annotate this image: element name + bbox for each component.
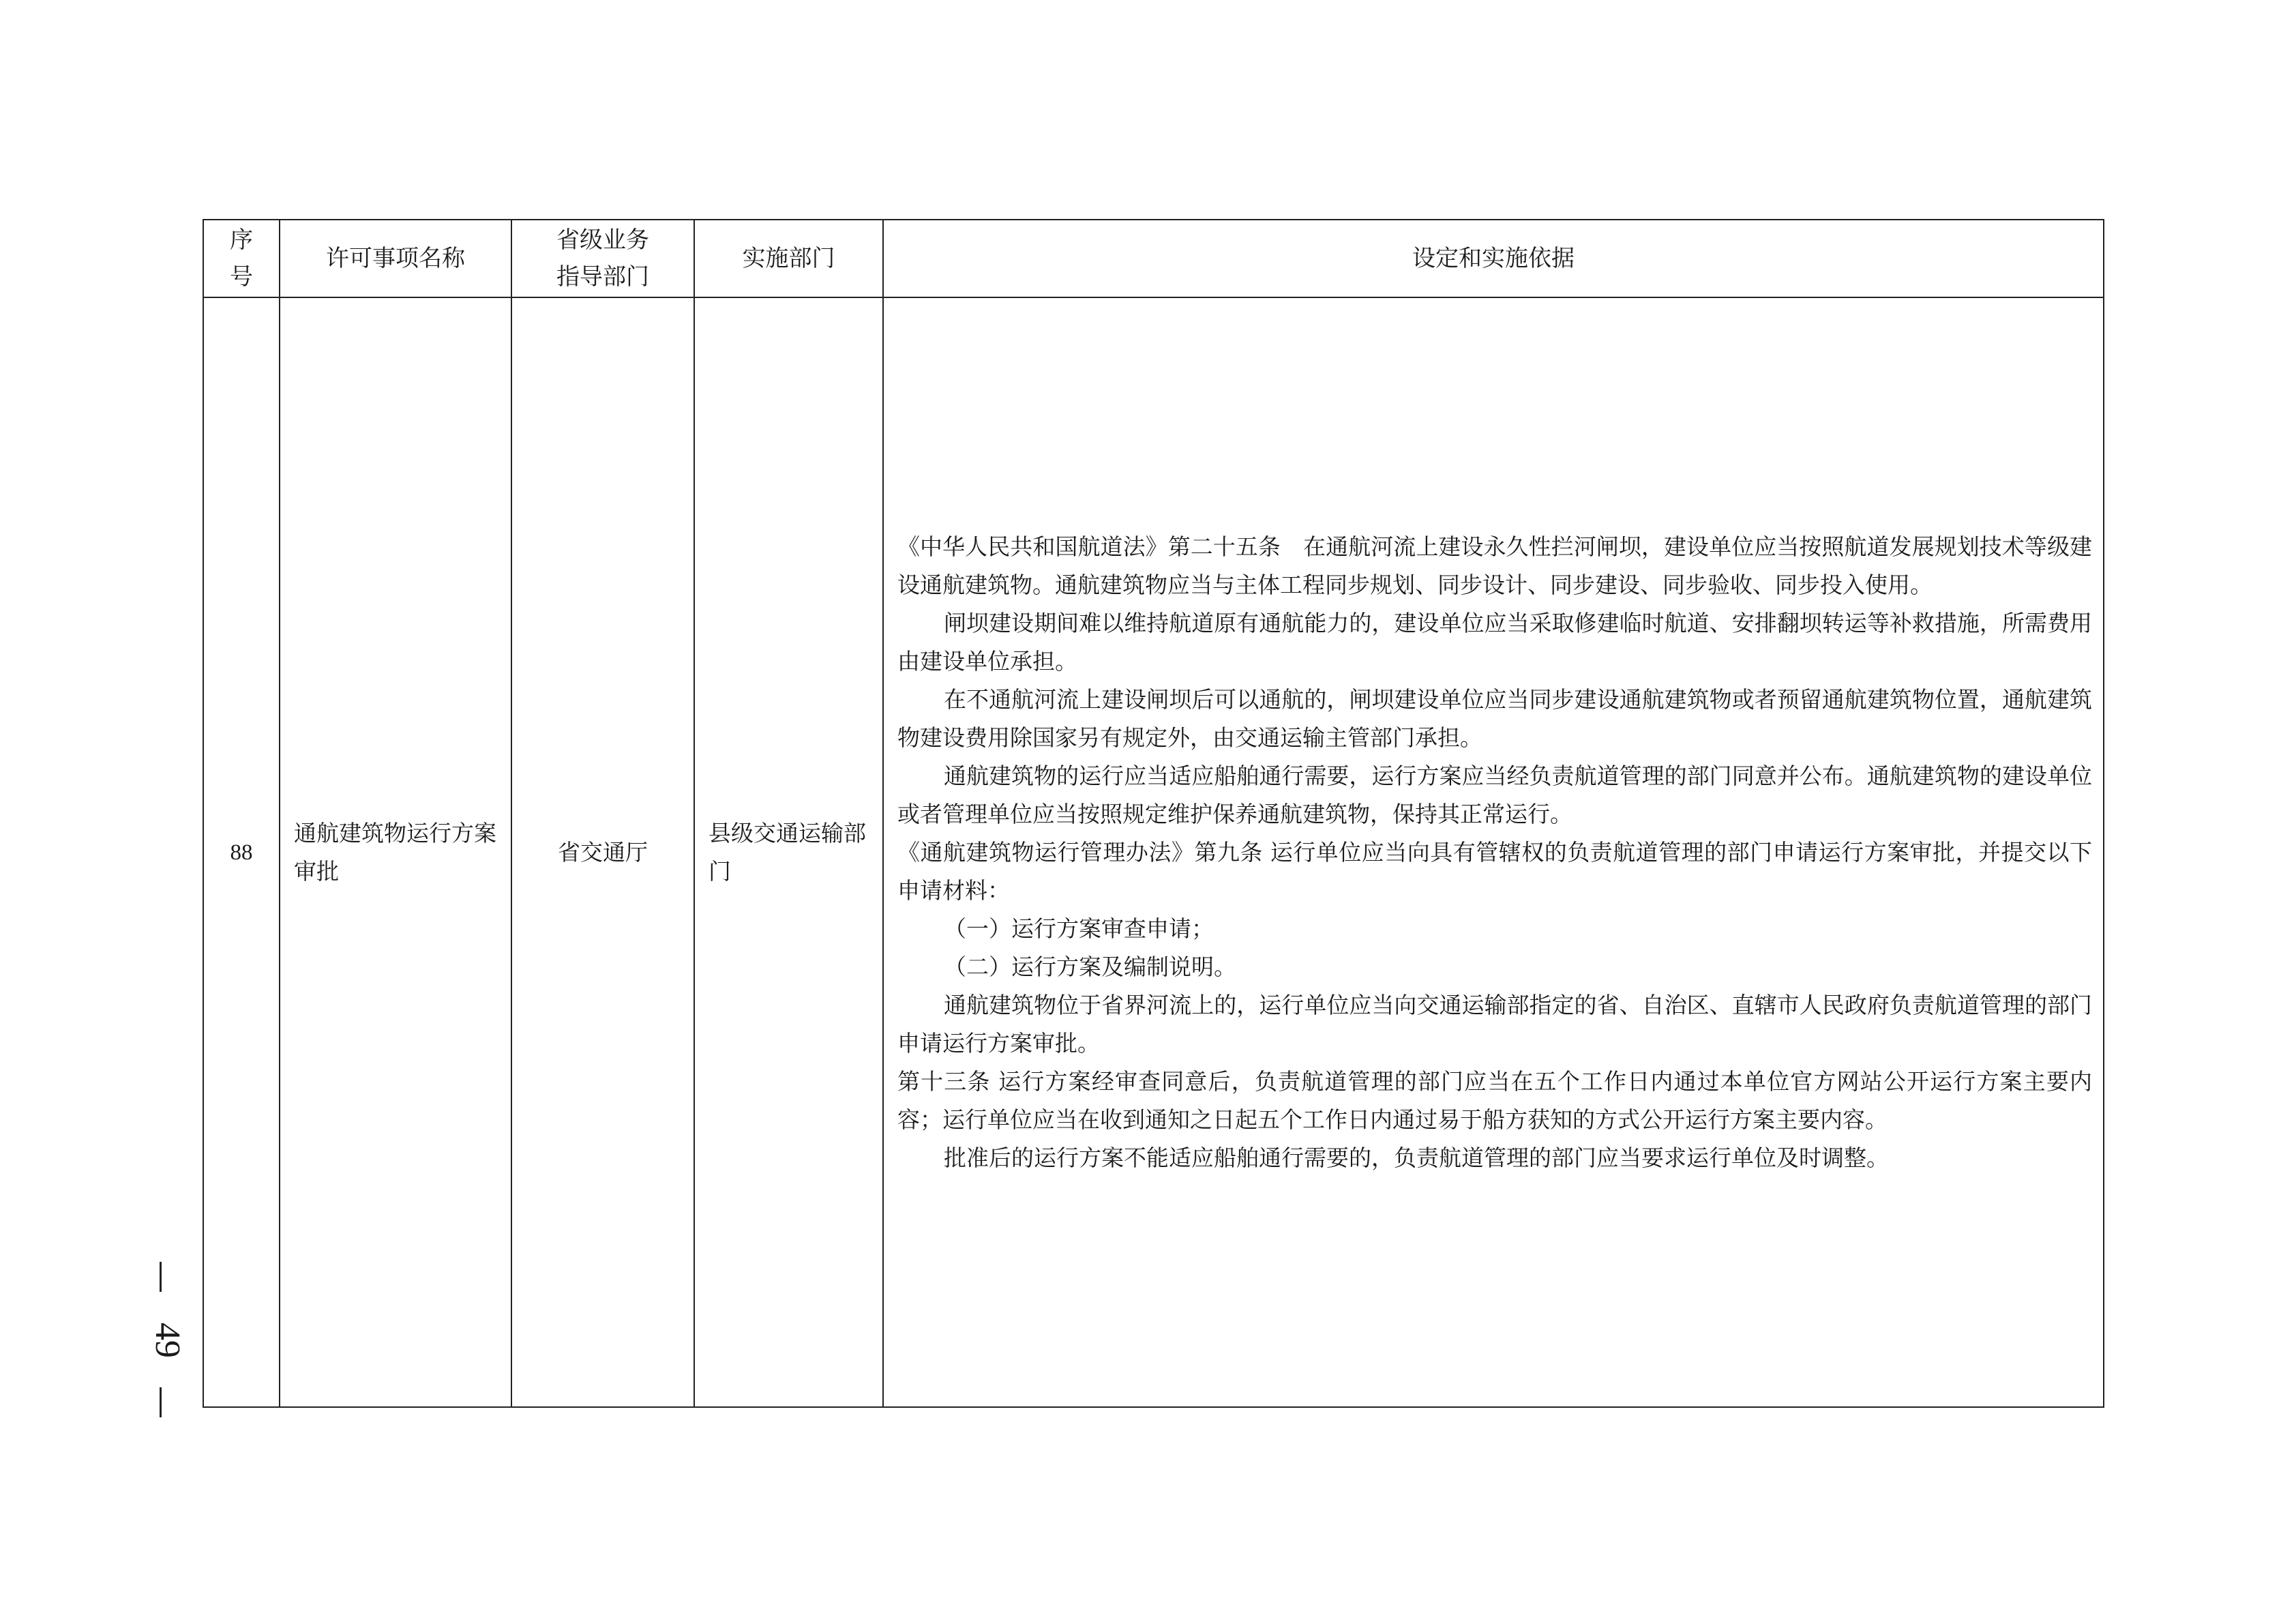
- basis-paragraph: 通航建筑物位于省界河流上的，运行单位应当向交通运输部指定的省、自治区、直辖市人民政府负责航道管理的部门申请运行方案审批。: [897, 991, 2092, 1057]
- basis-paragraph: 批准后的运行方案不能适应船舶通行需要的，负责航道管理的部门应当要求运行单位及时调整。: [944, 1144, 1889, 1171]
- header-name: 许可事项名称: [280, 220, 511, 297]
- basis-text: [897, 528, 2092, 1177]
- header-index-line2: 号: [230, 263, 253, 291]
- header-index-line1: 序: [230, 226, 253, 254]
- table-row: [203, 297, 2104, 1407]
- row-province-dept: 省交通厅: [511, 297, 694, 1407]
- header-province-line2: 指导部门: [556, 263, 649, 291]
- page-number-dash-top: [160, 1262, 162, 1292]
- page-number: [147, 1262, 188, 1419]
- header-dept: 实施部门: [694, 220, 883, 297]
- basis-paragraph: 第十三条 运行方案经审查同意后，负责航道管理的部门应当在五个工作日内通过本单位官方网站公开运行方案主要内容；运行单位应当在收到通知之日起五个工作日内通过易于船方获知的方式公开运行方案主要内容。: [897, 1067, 2092, 1133]
- page-number-dash-bottom: [160, 1387, 162, 1417]
- row-basis: [883, 297, 2104, 1407]
- basis-paragraph: 闸坝建设期间难以维持航道原有通航能力的，建设单位应当采取修建临时航道、安排翻坝转运等补救措施，所需费用由建设单位承担。: [897, 609, 2092, 675]
- table-header-row: [203, 220, 2104, 297]
- permit-table: [203, 219, 2104, 1408]
- row-implementing-dept: 县级交通运输部门: [694, 297, 883, 1407]
- basis-paragraph: （一）运行方案审查申请；: [944, 915, 1214, 942]
- basis-paragraph: 《中华人民共和国航道法》第二十五条 在通航河流上建设永久性拦河闸坝，建设单位应当按照航道发展规划技术等级建设通航建筑物。通航建筑物应当与主体工程同步规划、同步设计、同步建设、同步验收、同步投入使用。: [897, 533, 2092, 598]
- row-index: 88: [203, 297, 280, 1407]
- basis-paragraph: 在不通航河流上建设闸坝后可以通航的，闸坝建设单位应当同步建设通航建筑物或者预留通航建筑物位置，通航建筑物建设费用除国家另有规定外，由交通运输主管部门承担。: [897, 685, 2092, 751]
- basis-paragraph: 《通航建筑物运行管理办法》第九条 运行单位应当向具有管辖权的负责航道管理的部门申请运行方案审批，并提交以下申请材料：: [897, 838, 2092, 904]
- header-basis: 设定和实施依据: [883, 220, 2104, 297]
- header-province: [511, 220, 694, 297]
- header-index: [203, 220, 280, 297]
- row-permit-name: 通航建筑物运行方案审批: [280, 297, 511, 1407]
- basis-paragraph: （二）运行方案及编制说明。: [944, 953, 1236, 980]
- basis-paragraph: 通航建筑物的运行应当适应船舶通行需要，运行方案应当经负责航道管理的部门同意并公布。通航建筑物的建设单位或者管理单位应当按照规定维护保养通航建筑物，保持其正常运行。: [897, 762, 2092, 827]
- header-province-line1: 省级业务: [556, 226, 649, 254]
- page-number-text: 49: [148, 1323, 187, 1358]
